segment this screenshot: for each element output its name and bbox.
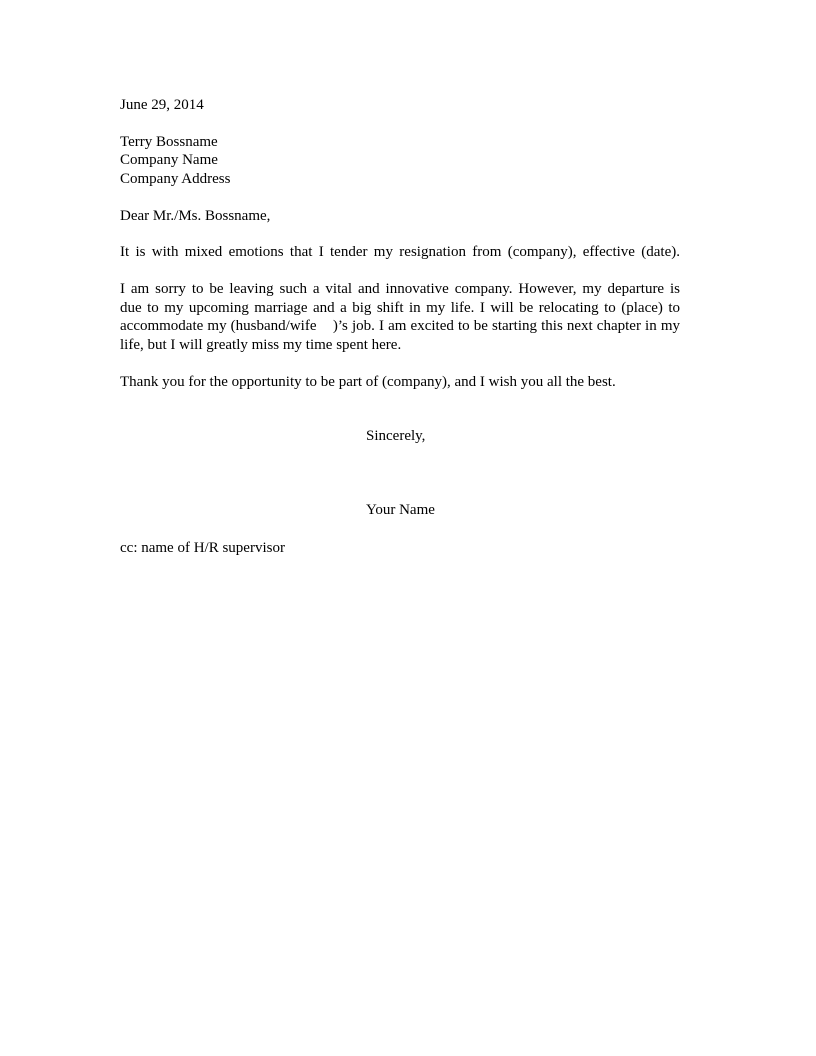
signature-name: Your Name [366,502,435,518]
recipient-name: Terry Bossname [120,134,218,150]
cc-line: cc: name of H/R supervisor [120,540,285,556]
recipient-company: Company Name [120,152,218,168]
salutation: Dear Mr./Ms. Bossname, [120,208,271,224]
closing: Sincerely, [366,428,426,444]
paragraph-reason-line: I am sorry to be leaving such a vital and innovative company. However, my departure is [120,281,680,297]
paragraph-intro [120,243,680,262]
paragraph-reason-line: due to my upcoming marriage and a big shift in my life. I will be relocating to (place) to [120,299,680,316]
paragraph-reason-line: life, but I will greatly miss my time spent here. [120,336,402,353]
letter-date: June 29, 2014 [120,97,204,113]
paragraph-reason-line: accommodate my (husband/wife )’s job. I am excited to be starting this next chapter in my [120,318,680,335]
paragraph-thanks: Thank you for the opportunity to be part of (company), and I wish you all the best. [120,374,616,390]
paragraph-intro-text: It is with mixed emotions that I tender my resignation from (company), effective (date). [120,244,680,260]
recipient-address: Company Address [120,171,231,187]
paragraph-reason [120,280,680,354]
